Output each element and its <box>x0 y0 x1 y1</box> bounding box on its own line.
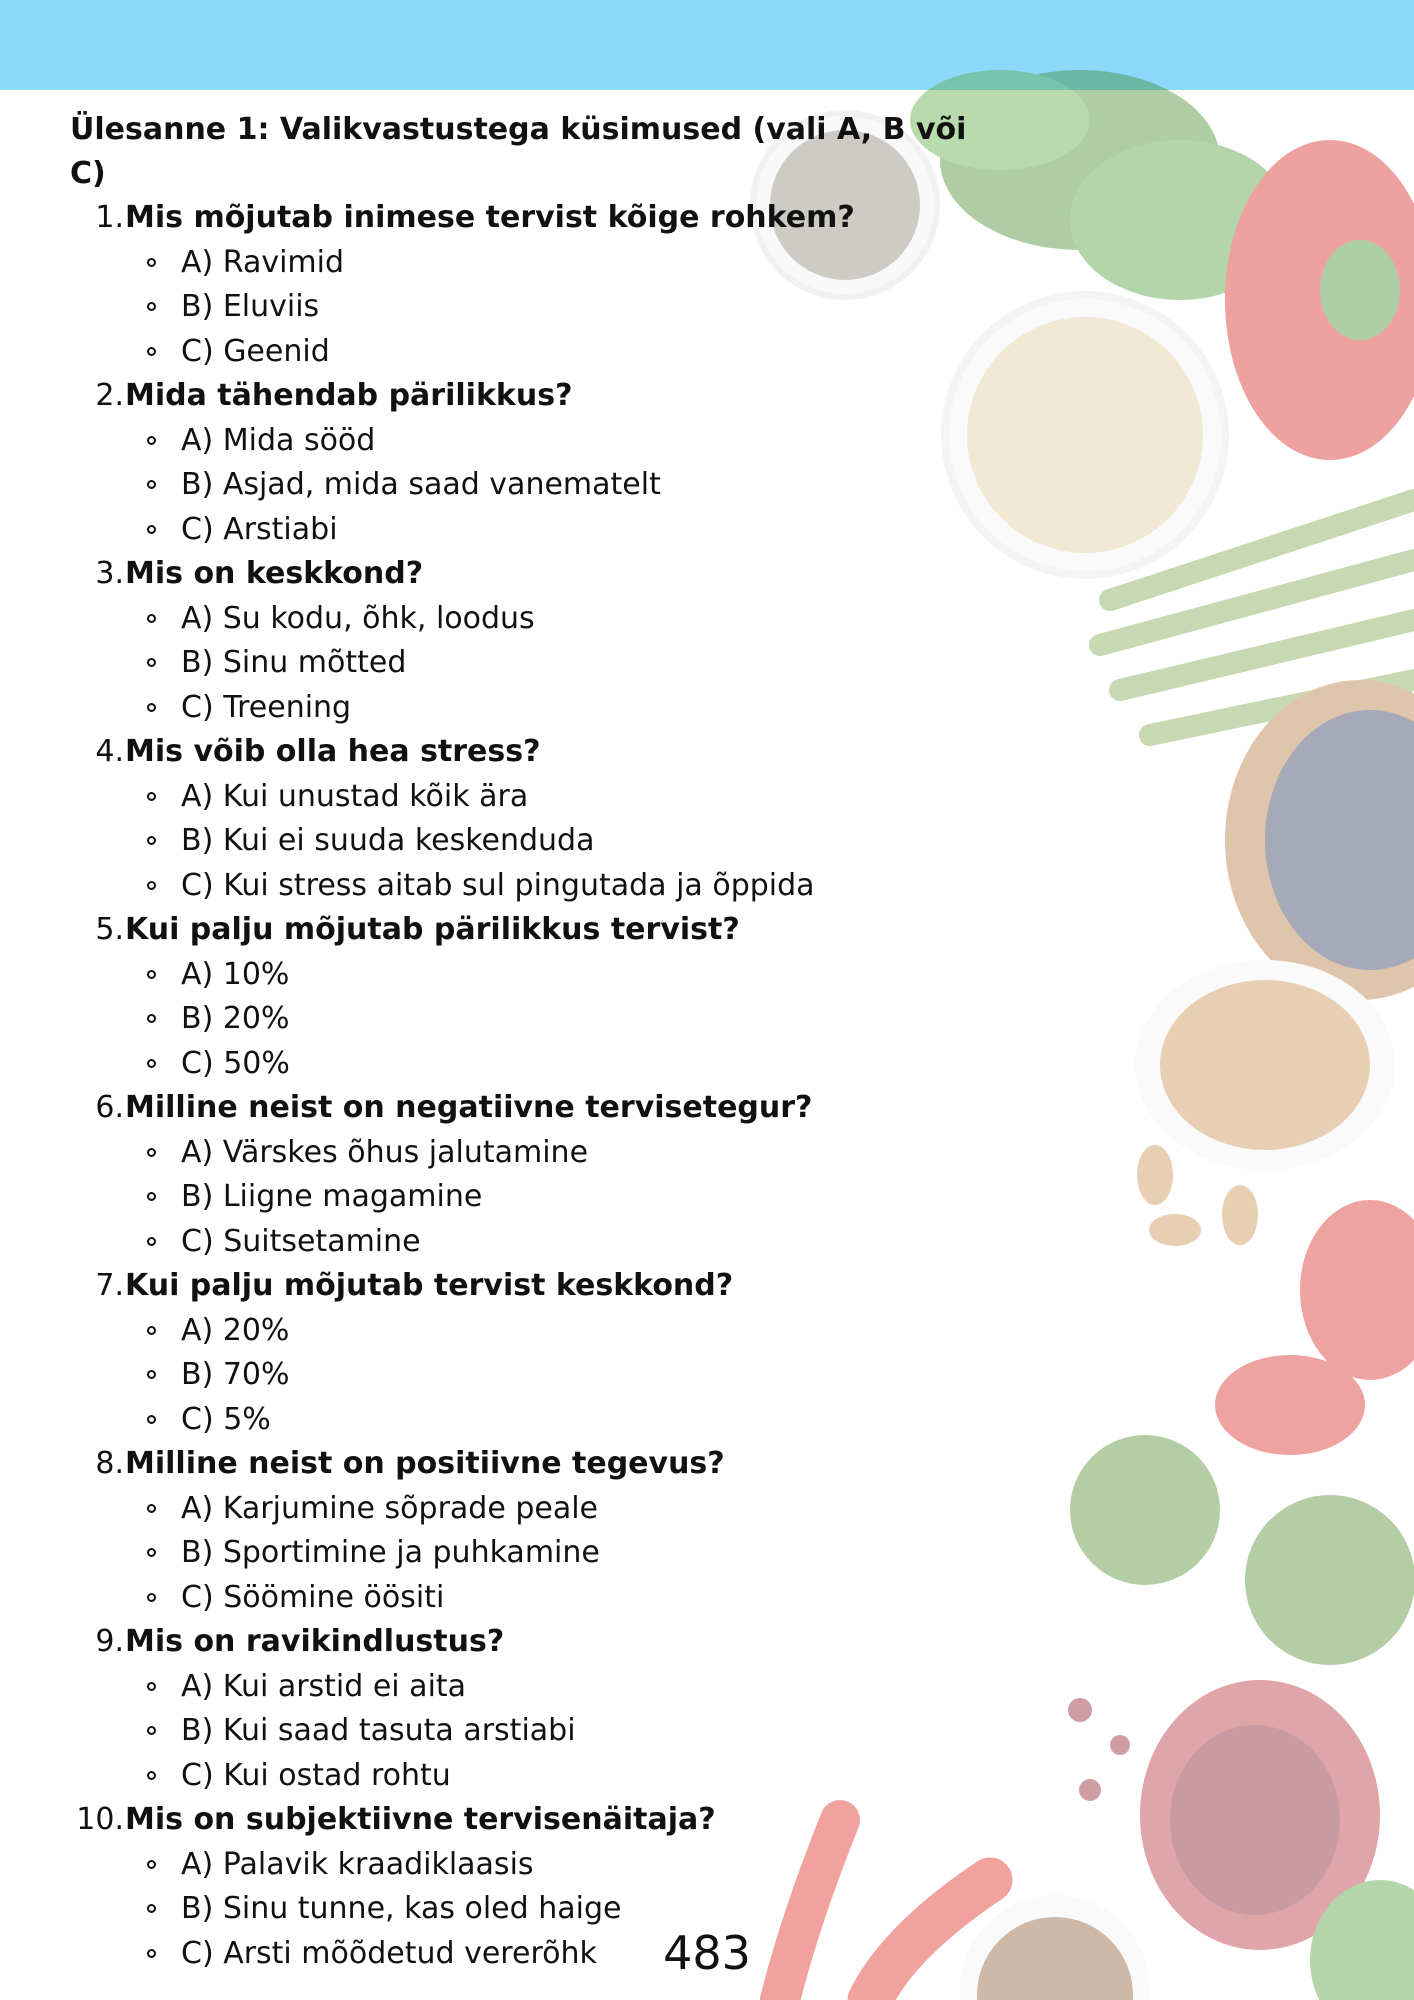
answer-option-text: C) Arstiabi <box>181 511 338 547</box>
strawberries <box>1215 1200 1414 1455</box>
hazelnut-bowl <box>945 295 1225 575</box>
question-item <box>70 1442 970 1620</box>
answer-option-text: B) 20% <box>181 1001 290 1036</box>
circle-bullet-icon <box>147 525 156 534</box>
red-pepper <box>1225 140 1414 460</box>
answer-option-text: C) 5% <box>181 1401 271 1437</box>
answer-option-text: B) Kui ei suuda keskenduda <box>181 823 595 858</box>
question-number: 6. <box>95 1090 124 1125</box>
circle-bullet-icon <box>147 347 156 356</box>
answer-option-text: A) Su kodu, õhk, loodus <box>181 600 535 636</box>
question-text: Milline neist on negatiivne tervisetegur? <box>125 1090 813 1125</box>
circle-bullet-icon <box>147 1192 156 1201</box>
answer-option <box>70 1131 970 1176</box>
answer-option <box>70 1576 970 1621</box>
answer-option-text: C) Geenid <box>181 333 330 369</box>
answer-option-text: A) Ravimid <box>181 244 345 280</box>
circle-bullet-icon <box>147 792 156 801</box>
page-number: 483 <box>663 1926 751 1980</box>
answer-option <box>70 864 970 909</box>
question-heading <box>70 552 970 597</box>
question-text: Mis on subjektiivne tervisenäitaja? <box>125 1802 716 1837</box>
answer-option-text: B) Sinu mõtted <box>181 645 407 680</box>
question-heading <box>70 1086 970 1131</box>
answer-option-text: C) Arsti mõõdetud vererõhk <box>181 1935 597 1971</box>
question-text: Mida tähendab pärilikkus? <box>125 378 573 413</box>
answer-option-text: C) Kui stress aitab sul pingutada ja õppida <box>181 867 815 903</box>
answer-option <box>70 1709 970 1754</box>
answer-option-text: C) Söömine öösiti <box>181 1579 445 1615</box>
task-title: Ülesanne 1: Valikvastustega küsimused (vali A, B või C) <box>70 112 967 191</box>
question-number: 7. <box>95 1268 124 1303</box>
question-item <box>70 1086 970 1264</box>
circle-bullet-icon <box>147 658 156 667</box>
answer-option <box>70 1665 970 1710</box>
answer-option-text: B) Sportimine ja puhkamine <box>181 1535 600 1570</box>
circle-bullet-icon <box>147 970 156 979</box>
broccoli <box>1070 1435 1414 1665</box>
answer-option <box>70 997 970 1042</box>
answer-option <box>70 775 970 820</box>
question-item <box>70 552 970 730</box>
question-item <box>70 1620 970 1798</box>
circle-bullet-icon <box>147 1860 156 1869</box>
question-text: Mis on keskkond? <box>125 556 424 591</box>
answer-option-text: B) Sinu tunne, kas oled haige <box>181 1891 622 1926</box>
circle-bullet-icon <box>147 480 156 489</box>
answer-option-text: C) 50% <box>181 1045 290 1081</box>
circle-bullet-icon <box>147 1726 156 1735</box>
question-item <box>70 196 970 374</box>
pomegranate <box>1068 1680 1380 1950</box>
answer-option <box>70 1220 970 1265</box>
answer-option-text: A) Mida sööd <box>181 422 376 458</box>
answer-option-text: C) Kui ostad rohtu <box>181 1757 451 1793</box>
almond-dish <box>1135 960 1395 1246</box>
answer-option-text: B) Kui saad tasuta arstiabi <box>181 1713 576 1748</box>
answer-option-text: A) 10% <box>181 956 290 992</box>
answer-option <box>70 1042 970 1087</box>
answer-option <box>70 419 970 464</box>
answer-option <box>70 241 970 286</box>
answer-option <box>70 1754 970 1799</box>
circle-bullet-icon <box>147 1771 156 1780</box>
answer-option <box>70 1353 970 1398</box>
answer-option <box>70 1531 970 1576</box>
circle-bullet-icon <box>147 1415 156 1424</box>
question-number: 1. <box>95 200 124 235</box>
circle-bullet-icon <box>147 1059 156 1068</box>
answer-option-text: A) Värskes õhus jalutamine <box>181 1134 589 1170</box>
question-text: Mis mõjutab inimese tervist kõige rohkem? <box>125 200 855 235</box>
asparagus <box>1100 500 1414 735</box>
answer-option-text: A) 20% <box>181 1312 290 1348</box>
circle-bullet-icon <box>147 1504 156 1513</box>
answer-option-text: C) Suitsetamine <box>181 1223 421 1259</box>
question-heading <box>70 908 970 953</box>
circle-bullet-icon <box>147 614 156 623</box>
circle-bullet-icon <box>147 1370 156 1379</box>
question-number: 3. <box>95 556 124 591</box>
question-text: Kui palju mõjutab tervist keskkond? <box>125 1268 734 1303</box>
answer-option-text: A) Kui unustad kõik ära <box>181 778 529 814</box>
circle-bullet-icon <box>147 1237 156 1246</box>
circle-bullet-icon <box>147 1548 156 1557</box>
answer-option-text: B) 70% <box>181 1357 290 1392</box>
question-number: 2. <box>95 378 124 413</box>
question-item <box>70 374 970 552</box>
answer-option-text: B) Liigne magamine <box>181 1179 483 1214</box>
question-number: 5. <box>95 912 124 947</box>
question-item <box>70 730 970 908</box>
question-text: Kui palju mõjutab pärilikkus tervist? <box>125 912 740 947</box>
question-item <box>70 908 970 1086</box>
answer-option-text: A) Kui arstid ei aita <box>181 1668 467 1704</box>
question-heading <box>70 374 970 419</box>
question-heading <box>70 1442 970 1487</box>
answer-option-text: B) Eluviis <box>181 289 320 324</box>
circle-bullet-icon <box>147 703 156 712</box>
question-text: Milline neist on positiivne tegevus? <box>125 1446 725 1481</box>
header-bar <box>0 0 1414 90</box>
question-heading <box>70 730 970 775</box>
answer-option <box>70 330 970 375</box>
question-heading <box>70 1798 970 1843</box>
answer-option <box>70 508 970 553</box>
answer-option <box>70 1487 970 1532</box>
circle-bullet-icon <box>147 258 156 267</box>
answer-option-text: A) Palavik kraadiklaasis <box>181 1846 534 1882</box>
answer-option <box>70 1309 970 1354</box>
answer-option <box>70 1843 970 1888</box>
circle-bullet-icon <box>147 302 156 311</box>
question-number: 8. <box>95 1446 124 1481</box>
question-number: 10. <box>76 1802 124 1837</box>
question-heading <box>70 1620 970 1665</box>
circle-bullet-icon <box>147 1148 156 1157</box>
question-text: Mis võib olla hea stress? <box>125 734 541 769</box>
circle-bullet-icon <box>147 1593 156 1602</box>
answer-option <box>70 1175 970 1220</box>
question-item <box>70 1264 970 1442</box>
circle-bullet-icon <box>147 1904 156 1913</box>
answer-option <box>70 953 970 998</box>
question-number: 9. <box>95 1624 124 1659</box>
blueberry-bowl <box>1225 680 1414 1000</box>
circle-bullet-icon <box>147 436 156 445</box>
question-heading <box>70 1264 970 1309</box>
circle-bullet-icon <box>147 836 156 845</box>
exercise-content <box>70 108 970 1976</box>
circle-bullet-icon <box>147 1014 156 1023</box>
circle-bullet-icon <box>147 1326 156 1335</box>
answer-option <box>70 819 970 864</box>
answer-option <box>70 285 970 330</box>
answer-option <box>70 1398 970 1443</box>
answer-option <box>70 463 970 508</box>
circle-bullet-icon <box>147 1682 156 1691</box>
answer-option <box>70 686 970 731</box>
question-text: Mis on ravikindlustus? <box>125 1624 505 1659</box>
answer-option-text: C) Treening <box>181 689 352 725</box>
question-number: 4. <box>95 734 124 769</box>
answer-option <box>70 597 970 642</box>
answer-option-text: B) Asjad, mida saad vanematelt <box>181 467 661 502</box>
answer-option-text: A) Karjumine sõprade peale <box>181 1490 598 1526</box>
question-list <box>70 196 970 1976</box>
answer-option <box>70 641 970 686</box>
circle-bullet-icon <box>147 881 156 890</box>
question-heading <box>70 196 970 241</box>
